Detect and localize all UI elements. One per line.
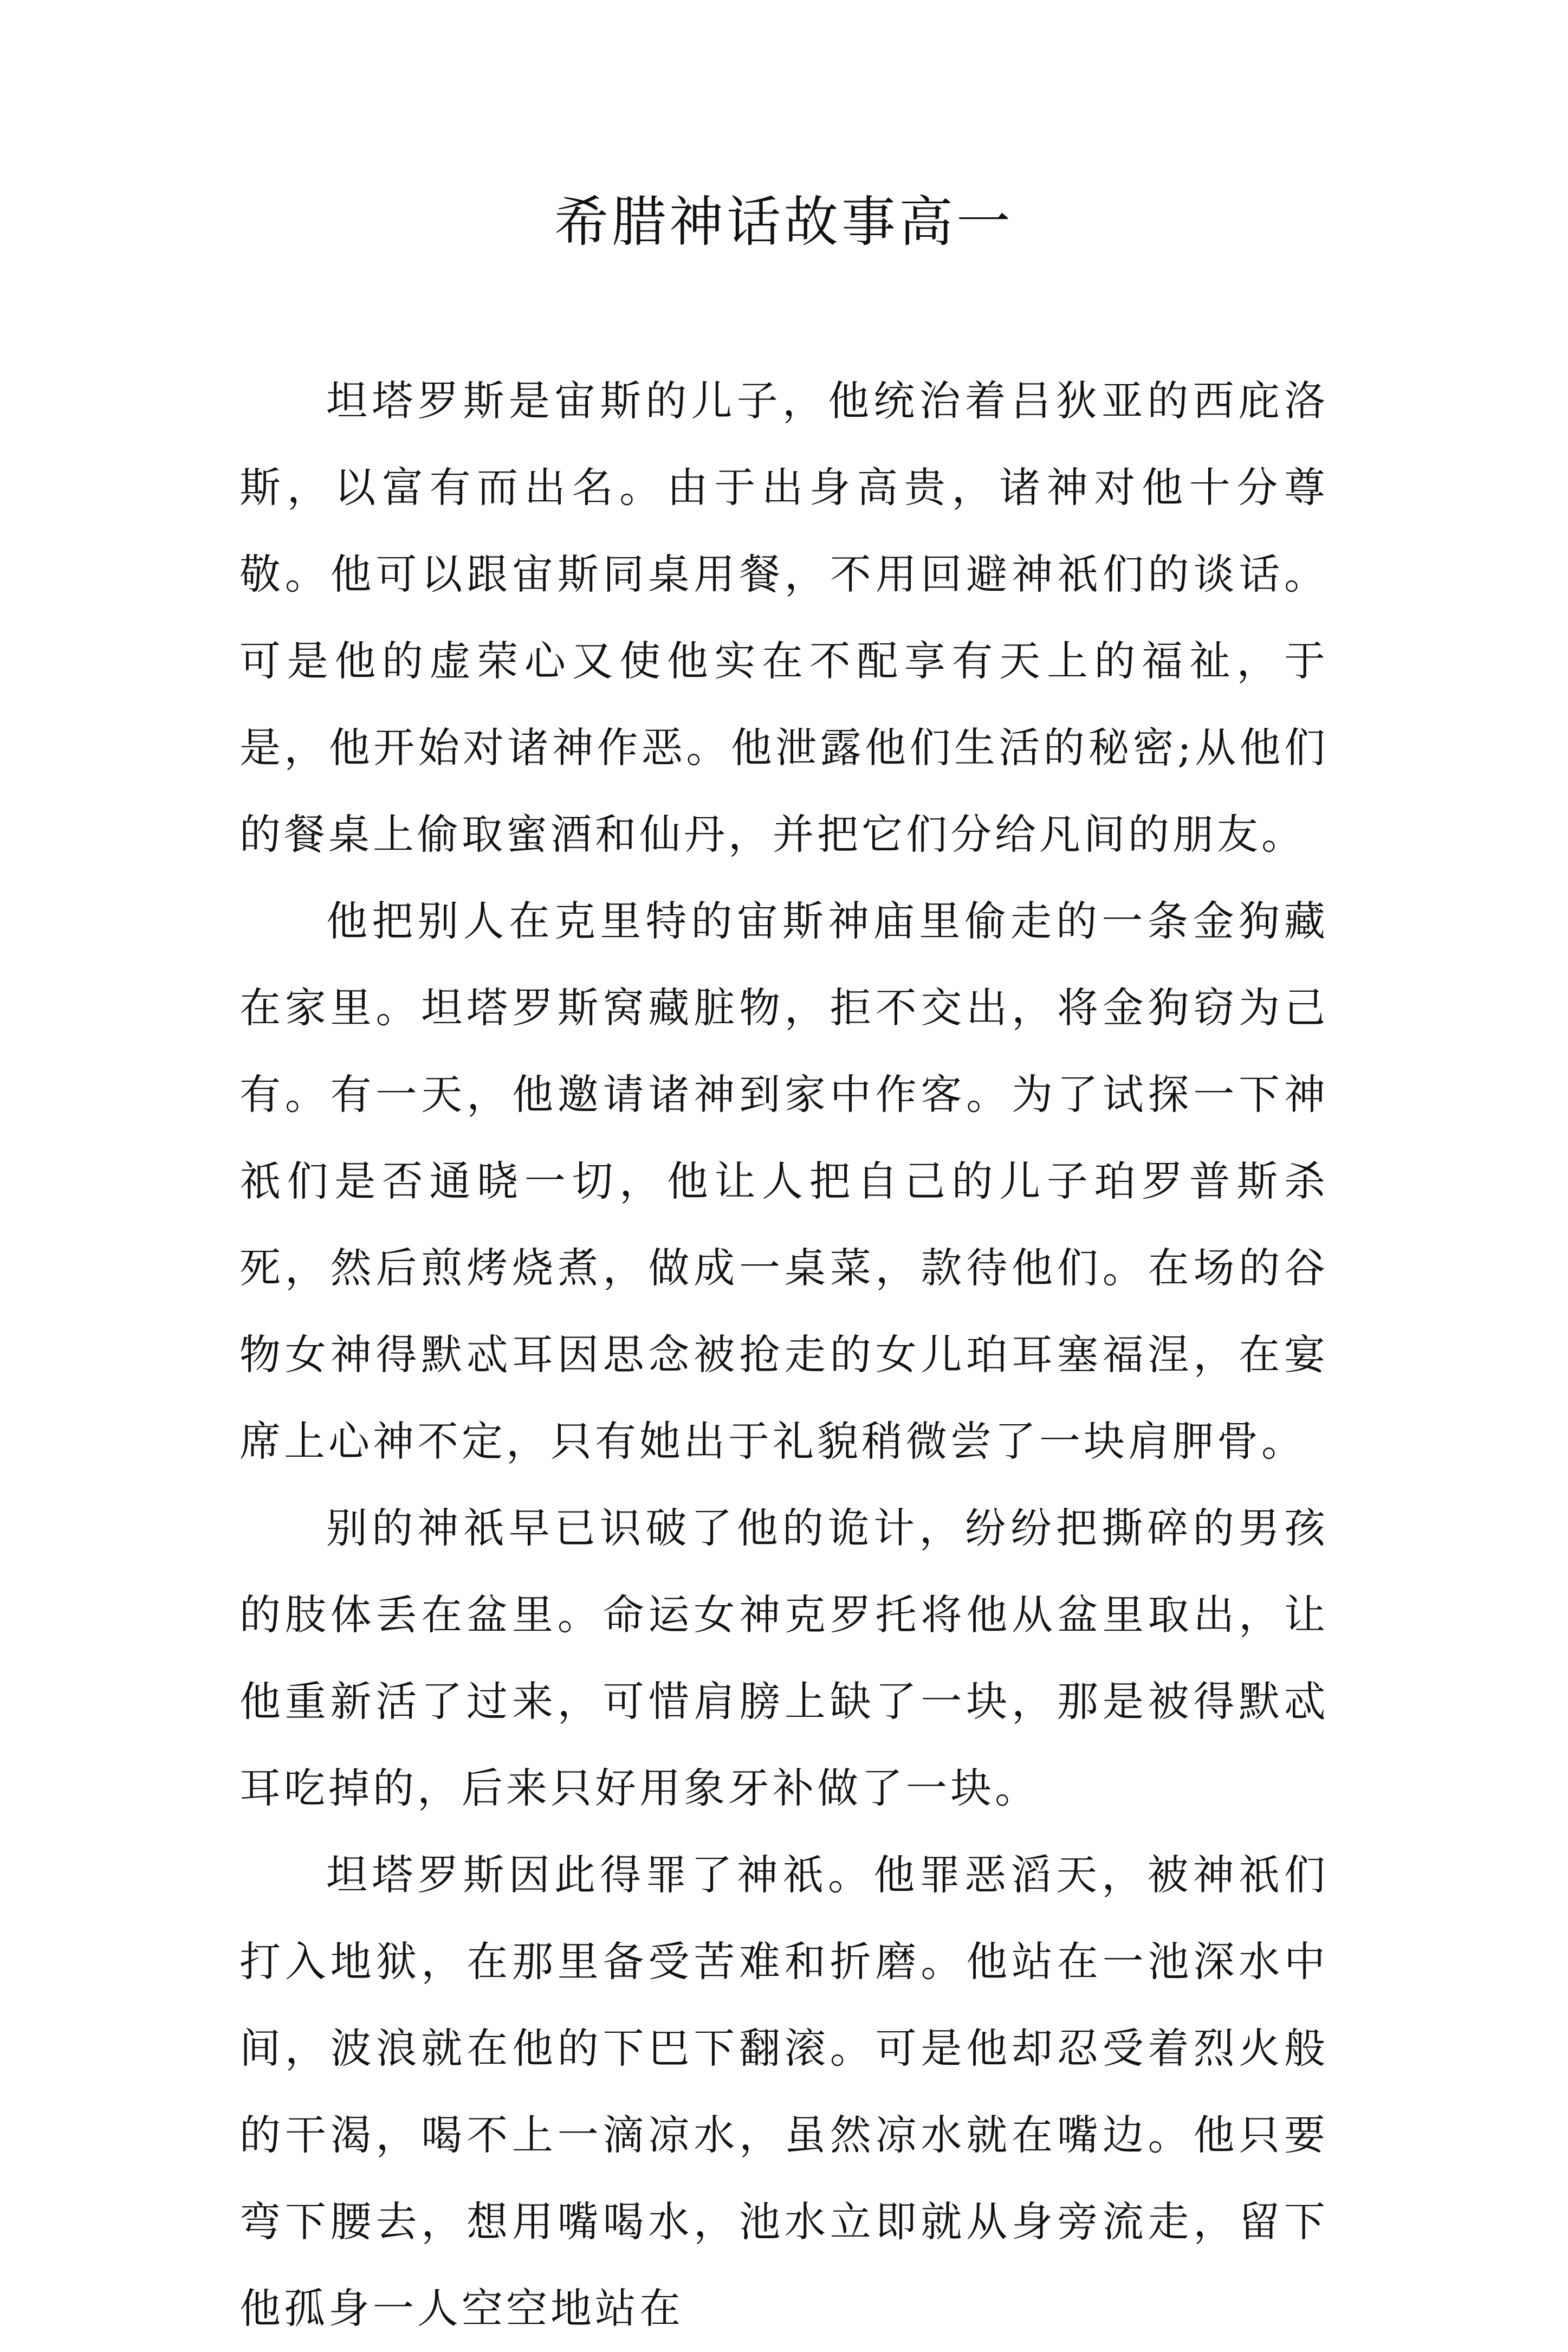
document-body	[239, 358, 1329, 2352]
paragraph-2: 他把别人在克里特的宙斯神庙里偷走的一条金狗藏在家里。坦塔罗斯窝藏脏物，拒不交出，将金狗窃为己有。有一天，他邀请诸神到家中作客。为了试探一下神祇们是否通晓一切，他让人把自己的儿子珀罗普斯杀死，然后煎烤烧煮，做成一桌菜，款待他们。在场的谷物女神得默忒耳因思念被抢走的女儿珀耳塞福涅，在宴席上心神不定，只有她出于礼貌稍微尝了一块肩胛骨。	[239, 897, 1329, 1465]
paragraph-4: 坦塔罗斯因此得罪了神祇。他罪恶滔天，被神祇们打入地狱，在那里备受苦难和折磨。他站在一池深水中间，波浪就在他的下巴下翻滚。可是他却忍受着烈火般的干渴，喝不上一滴凉水，虽然凉水就在嘴边。他只要弯下腰去，想用嘴喝水，池水立即就从身旁流走，留下他孤身一人空空地站在	[239, 1851, 1329, 2332]
paragraph-3: 别的神祇早已识破了他的诡计，纷纷把撕碎的男孩的肢体丢在盆里。命运女神克罗托将他从盆里取出，让他重新活了过来，可惜肩膀上缺了一块，那是被得默忒耳吃掉的，后来只好用象牙补做了一块。	[239, 1504, 1329, 1812]
document-title: 希腊神话故事高一	[554, 190, 1014, 254]
paragraph-1: 坦塔罗斯是宙斯的儿子，他统治着吕狄亚的西庇洛斯，以富有而出名。由于出身高贵，诸神对他十分尊敬。他可以跟宙斯同桌用餐，不用回避神祇们的谈话。可是他的虚荣心又使他实在不配享有天上的福祉，于是，他开始对诸神作恶。他泄露他们生活的秘密;从他们的餐桌上偷取蜜酒和仙丹，并把它们分给凡间的朋友。	[239, 377, 1329, 858]
